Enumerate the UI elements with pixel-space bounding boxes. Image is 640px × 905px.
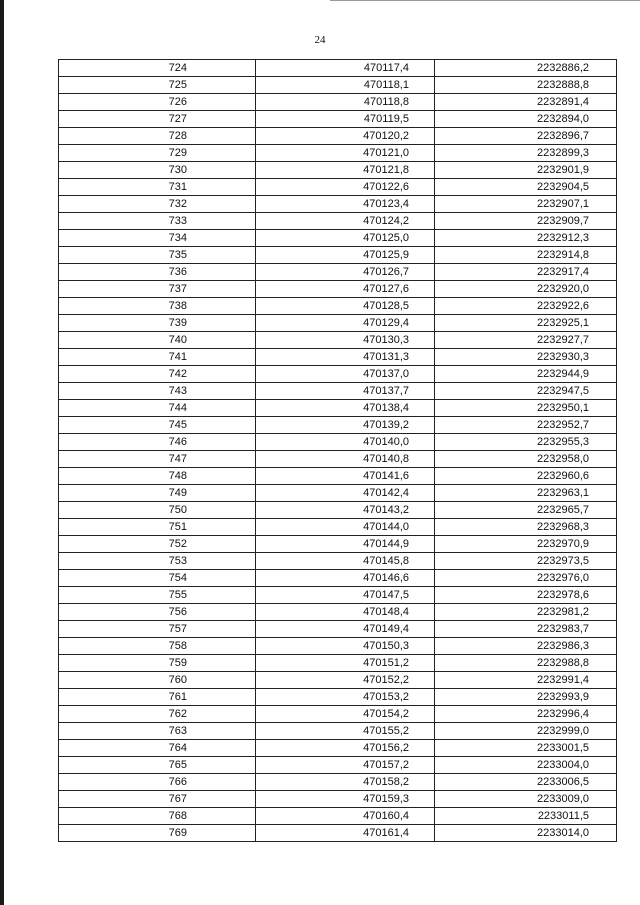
point-number-cell: 724 — [59, 60, 256, 77]
y-coordinate-cell: 2233014,0 — [435, 825, 617, 842]
x-coordinate-cell: 470125,0 — [256, 230, 435, 247]
point-number-cell: 743 — [59, 383, 256, 400]
point-number-cell: 767 — [59, 791, 256, 808]
table-row — [59, 179, 617, 196]
table-row — [59, 77, 617, 94]
page-number: 24 — [314, 34, 326, 46]
y-coordinate-cell: 2233001,5 — [435, 740, 617, 757]
y-coordinate-cell: 2232981,2 — [435, 604, 617, 621]
x-coordinate-cell: 470120,2 — [256, 128, 435, 145]
table-row — [59, 94, 617, 111]
x-coordinate-cell: 470158,2 — [256, 774, 435, 791]
x-coordinate-cell: 470153,2 — [256, 689, 435, 706]
y-coordinate-cell: 2232925,1 — [435, 315, 617, 332]
point-number-cell: 742 — [59, 366, 256, 383]
table-row — [59, 451, 617, 468]
x-coordinate-cell: 470126,7 — [256, 264, 435, 281]
y-coordinate-cell: 2232899,3 — [435, 145, 617, 162]
x-coordinate-cell: 470122,6 — [256, 179, 435, 196]
y-coordinate-cell: 2232988,8 — [435, 655, 617, 672]
table-row — [59, 723, 617, 740]
table-row — [59, 366, 617, 383]
x-coordinate-cell: 470151,2 — [256, 655, 435, 672]
point-number-cell: 766 — [59, 774, 256, 791]
table-row — [59, 417, 617, 434]
point-number-cell: 757 — [59, 621, 256, 638]
x-coordinate-cell: 470146,6 — [256, 570, 435, 587]
table-row — [59, 111, 617, 128]
table-row — [59, 621, 617, 638]
table-row — [59, 655, 617, 672]
point-number-cell: 730 — [59, 162, 256, 179]
x-coordinate-cell: 470123,4 — [256, 196, 435, 213]
x-coordinate-cell: 470155,2 — [256, 723, 435, 740]
table-row — [59, 774, 617, 791]
x-coordinate-cell: 470119,5 — [256, 111, 435, 128]
x-coordinate-cell: 470139,2 — [256, 417, 435, 434]
point-number-cell: 725 — [59, 77, 256, 94]
y-coordinate-cell: 2232901,9 — [435, 162, 617, 179]
x-coordinate-cell: 470118,8 — [256, 94, 435, 111]
y-coordinate-cell: 2232891,4 — [435, 94, 617, 111]
table-row — [59, 485, 617, 502]
y-coordinate-cell: 2232991,4 — [435, 672, 617, 689]
table-row — [59, 791, 617, 808]
y-coordinate-cell: 2232973,5 — [435, 553, 617, 570]
y-coordinate-cell: 2232904,5 — [435, 179, 617, 196]
y-coordinate-cell: 2232909,7 — [435, 213, 617, 230]
table-row — [59, 196, 617, 213]
point-number-cell: 765 — [59, 757, 256, 774]
y-coordinate-cell: 2232927,7 — [435, 332, 617, 349]
x-coordinate-cell: 470131,3 — [256, 349, 435, 366]
x-coordinate-cell: 470118,1 — [256, 77, 435, 94]
y-coordinate-cell: 2232993,9 — [435, 689, 617, 706]
table-row — [59, 162, 617, 179]
point-number-cell: 753 — [59, 553, 256, 570]
y-coordinate-cell: 2232983,7 — [435, 621, 617, 638]
point-number-cell: 759 — [59, 655, 256, 672]
point-number-cell: 739 — [59, 315, 256, 332]
y-coordinate-cell: 2232955,3 — [435, 434, 617, 451]
point-number-cell: 735 — [59, 247, 256, 264]
point-number-cell: 746 — [59, 434, 256, 451]
point-number-cell: 754 — [59, 570, 256, 587]
table-row — [59, 825, 617, 842]
table-row — [59, 536, 617, 553]
table-row — [59, 468, 617, 485]
table-row — [59, 740, 617, 757]
x-coordinate-cell: 470125,9 — [256, 247, 435, 264]
point-number-cell: 728 — [59, 128, 256, 145]
table-row — [59, 247, 617, 264]
table-row — [59, 298, 617, 315]
y-coordinate-cell: 2232960,6 — [435, 468, 617, 485]
point-number-cell: 768 — [59, 808, 256, 825]
point-number-cell: 738 — [59, 298, 256, 315]
point-number-cell: 758 — [59, 638, 256, 655]
table-row — [59, 213, 617, 230]
x-coordinate-cell: 470129,4 — [256, 315, 435, 332]
point-number-cell: 744 — [59, 400, 256, 417]
y-coordinate-cell: 2232968,3 — [435, 519, 617, 536]
table-row — [59, 349, 617, 366]
x-coordinate-cell: 470150,3 — [256, 638, 435, 655]
y-coordinate-cell: 2232986,3 — [435, 638, 617, 655]
table-row — [59, 281, 617, 298]
y-coordinate-cell: 2232952,7 — [435, 417, 617, 434]
y-coordinate-cell: 2232947,5 — [435, 383, 617, 400]
x-coordinate-cell: 470141,6 — [256, 468, 435, 485]
y-coordinate-cell: 2232976,0 — [435, 570, 617, 587]
table-row — [59, 332, 617, 349]
y-coordinate-cell: 2233011,5 — [435, 808, 617, 825]
table-row — [59, 60, 617, 77]
point-number-cell: 750 — [59, 502, 256, 519]
table-row — [59, 145, 617, 162]
y-coordinate-cell: 2232920,0 — [435, 281, 617, 298]
x-coordinate-cell: 470159,3 — [256, 791, 435, 808]
table-row — [59, 757, 617, 774]
y-coordinate-cell: 2232930,3 — [435, 349, 617, 366]
point-number-cell: 727 — [59, 111, 256, 128]
table-row — [59, 264, 617, 281]
x-coordinate-cell: 470147,5 — [256, 587, 435, 604]
y-coordinate-cell: 2232963,1 — [435, 485, 617, 502]
table-row — [59, 383, 617, 400]
point-number-cell: 731 — [59, 179, 256, 196]
y-coordinate-cell: 2233006,5 — [435, 774, 617, 791]
table-row — [59, 638, 617, 655]
table-row — [59, 315, 617, 332]
x-coordinate-cell: 470144,9 — [256, 536, 435, 553]
x-coordinate-cell: 470140,8 — [256, 451, 435, 468]
y-coordinate-cell: 2232978,6 — [435, 587, 617, 604]
table-row — [59, 672, 617, 689]
x-coordinate-cell: 470152,2 — [256, 672, 435, 689]
table-row — [59, 706, 617, 723]
point-number-cell: 755 — [59, 587, 256, 604]
table-row — [59, 230, 617, 247]
y-coordinate-cell: 2232896,7 — [435, 128, 617, 145]
x-coordinate-cell: 470117,4 — [256, 60, 435, 77]
point-number-cell: 733 — [59, 213, 256, 230]
table-row — [59, 570, 617, 587]
y-coordinate-cell: 2233009,0 — [435, 791, 617, 808]
x-coordinate-cell: 470157,2 — [256, 757, 435, 774]
point-number-cell: 756 — [59, 604, 256, 621]
x-coordinate-cell: 470130,3 — [256, 332, 435, 349]
x-coordinate-cell: 470148,4 — [256, 604, 435, 621]
table-row — [59, 808, 617, 825]
x-coordinate-cell: 470154,2 — [256, 706, 435, 723]
y-coordinate-cell: 2232970,9 — [435, 536, 617, 553]
y-coordinate-cell: 2232912,3 — [435, 230, 617, 247]
y-coordinate-cell: 2232965,7 — [435, 502, 617, 519]
x-coordinate-cell: 470161,4 — [256, 825, 435, 842]
x-coordinate-cell: 470145,8 — [256, 553, 435, 570]
x-coordinate-cell: 470156,2 — [256, 740, 435, 757]
y-coordinate-cell: 2232886,2 — [435, 60, 617, 77]
table-row — [59, 689, 617, 706]
table-row — [59, 604, 617, 621]
point-number-cell: 740 — [59, 332, 256, 349]
x-coordinate-cell: 470142,4 — [256, 485, 435, 502]
x-coordinate-cell: 470160,4 — [256, 808, 435, 825]
point-number-cell: 747 — [59, 451, 256, 468]
point-number-cell: 748 — [59, 468, 256, 485]
x-coordinate-cell: 470144,0 — [256, 519, 435, 536]
x-coordinate-cell: 470137,7 — [256, 383, 435, 400]
table-row — [59, 519, 617, 536]
x-coordinate-cell: 470127,6 — [256, 281, 435, 298]
x-coordinate-cell: 470149,4 — [256, 621, 435, 638]
x-coordinate-cell: 470128,5 — [256, 298, 435, 315]
y-coordinate-cell: 2232958,0 — [435, 451, 617, 468]
point-number-cell: 729 — [59, 145, 256, 162]
point-number-cell: 745 — [59, 417, 256, 434]
table-row — [59, 553, 617, 570]
x-coordinate-cell: 470137,0 — [256, 366, 435, 383]
x-coordinate-cell: 470140,0 — [256, 434, 435, 451]
y-coordinate-cell: 2232914,8 — [435, 247, 617, 264]
y-coordinate-cell: 2233004,0 — [435, 757, 617, 774]
point-number-cell: 752 — [59, 536, 256, 553]
point-number-cell: 764 — [59, 740, 256, 757]
point-number-cell: 737 — [59, 281, 256, 298]
y-coordinate-cell: 2232922,6 — [435, 298, 617, 315]
y-coordinate-cell: 2232888,8 — [435, 77, 617, 94]
y-coordinate-cell: 2232950,1 — [435, 400, 617, 417]
x-coordinate-cell: 470138,4 — [256, 400, 435, 417]
x-coordinate-cell: 470121,8 — [256, 162, 435, 179]
point-number-cell: 762 — [59, 706, 256, 723]
x-coordinate-cell: 470143,2 — [256, 502, 435, 519]
point-number-cell: 769 — [59, 825, 256, 842]
y-coordinate-cell: 2232999,0 — [435, 723, 617, 740]
point-number-cell: 761 — [59, 689, 256, 706]
table-row — [59, 587, 617, 604]
point-number-cell: 741 — [59, 349, 256, 366]
table-row — [59, 434, 617, 451]
y-coordinate-cell: 2232894,0 — [435, 111, 617, 128]
y-coordinate-cell: 2232996,4 — [435, 706, 617, 723]
point-number-cell: 763 — [59, 723, 256, 740]
x-coordinate-cell: 470121,0 — [256, 145, 435, 162]
point-number-cell: 751 — [59, 519, 256, 536]
point-number-cell: 732 — [59, 196, 256, 213]
top-rule — [330, 0, 640, 1]
y-coordinate-cell: 2232907,1 — [435, 196, 617, 213]
point-number-cell: 760 — [59, 672, 256, 689]
coordinates-table-body — [59, 60, 617, 842]
table-row — [59, 400, 617, 417]
coordinates-table — [58, 59, 617, 842]
x-coordinate-cell: 470124,2 — [256, 213, 435, 230]
point-number-cell: 726 — [59, 94, 256, 111]
point-number-cell: 734 — [59, 230, 256, 247]
table-row — [59, 128, 617, 145]
table-row — [59, 502, 617, 519]
scan-left-edge — [0, 0, 4, 905]
y-coordinate-cell: 2232917,4 — [435, 264, 617, 281]
point-number-cell: 736 — [59, 264, 256, 281]
point-number-cell: 749 — [59, 485, 256, 502]
y-coordinate-cell: 2232944,9 — [435, 366, 617, 383]
